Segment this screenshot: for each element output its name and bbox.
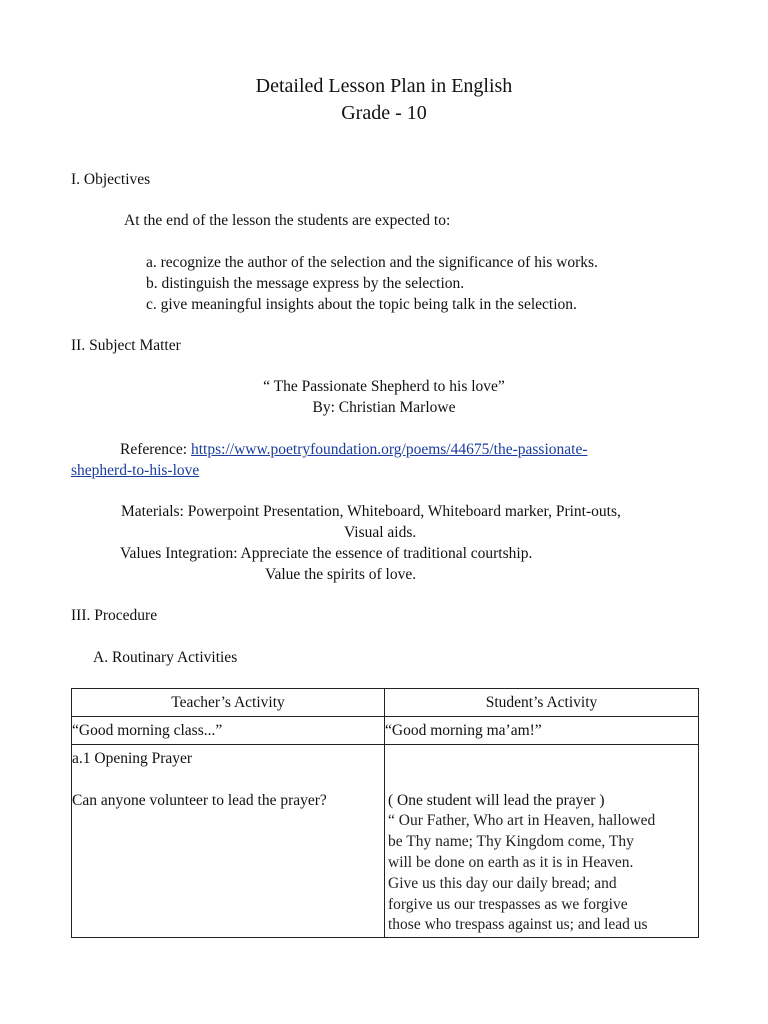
prayer-line: “ Our Father, Who art in Heaven, hallowed <box>388 812 656 830</box>
prayer-line: those who trespass against us; and lead us <box>388 916 648 934</box>
procedure-heading: III. Procedure <box>71 607 158 624</box>
activity-table <box>71 688 699 938</box>
prayer-line: will be done on earth as it is in Heaven. <box>388 853 634 871</box>
reference-line <box>120 441 587 459</box>
table-row <box>72 717 699 745</box>
objective-item-c: c. give meaningful insights about the topic being talk in the selection. <box>146 296 577 313</box>
student-activity-header: Student’s Activity <box>385 689 699 717</box>
objective-item-b: b. distinguish the message express by the selection. <box>146 275 465 292</box>
objectives-heading: I. Objectives <box>71 171 151 188</box>
subject-matter-heading: II. Subject Matter <box>71 337 181 354</box>
prayer-line: forgive us our trespasses as we forgive <box>388 895 628 913</box>
reference-link[interactable]: https://www.poetryfoundation.org/poems/44675/the-passionate- <box>191 441 588 458</box>
teacher-opening-prayer-cell <box>72 745 385 938</box>
values-integration-line: Values Integration: Appreciate the essence of traditional courtship. <box>120 545 533 562</box>
materials-line: Materials: Powerpoint Presentation, Whiteboard, Whiteboard marker, Print-outs, <box>121 503 621 520</box>
document-title: Detailed Lesson Plan in English <box>255 75 513 97</box>
prayer-line: be Thy name; Thy Kingdom come, Thy <box>388 833 634 851</box>
volunteer-question: Can anyone volunteer to lead the prayer? <box>72 791 327 809</box>
teacher-greeting: “Good morning class...” <box>72 717 385 745</box>
prayer-line: Give us this day our daily bread; and <box>388 874 617 892</box>
prayer-text <box>388 811 698 936</box>
opening-prayer-title: a.1 Opening Prayer <box>72 750 193 767</box>
routinary-activities-heading: A. Routinary Activities <box>93 649 238 666</box>
reference-label: Reference: <box>120 441 188 458</box>
selection-title: “ The Passionate Shepherd to his love” <box>263 378 505 395</box>
values-integration-continued: Value the spirits of love. <box>265 566 417 583</box>
prayer-note: ( One student will lead the prayer ) <box>388 791 605 809</box>
table-row <box>72 745 699 938</box>
grade-label: Grade - 10 <box>341 102 427 124</box>
objectives-intro: At the end of the lesson the students are expected to: <box>124 212 451 229</box>
student-prayer-cell <box>385 745 699 938</box>
objective-item-a: a. recognize the author of the selection and the significance of his works. <box>146 254 598 271</box>
materials-line-continued: Visual aids. <box>344 524 417 541</box>
selection-author: By: Christian Marlowe <box>312 399 456 416</box>
student-greeting: “Good morning ma’am!” <box>385 717 699 745</box>
teacher-activity-header: Teacher’s Activity <box>72 689 385 717</box>
reference-link-continued[interactable]: shepherd-to-his-love <box>71 462 200 479</box>
table-header-row <box>72 689 699 717</box>
